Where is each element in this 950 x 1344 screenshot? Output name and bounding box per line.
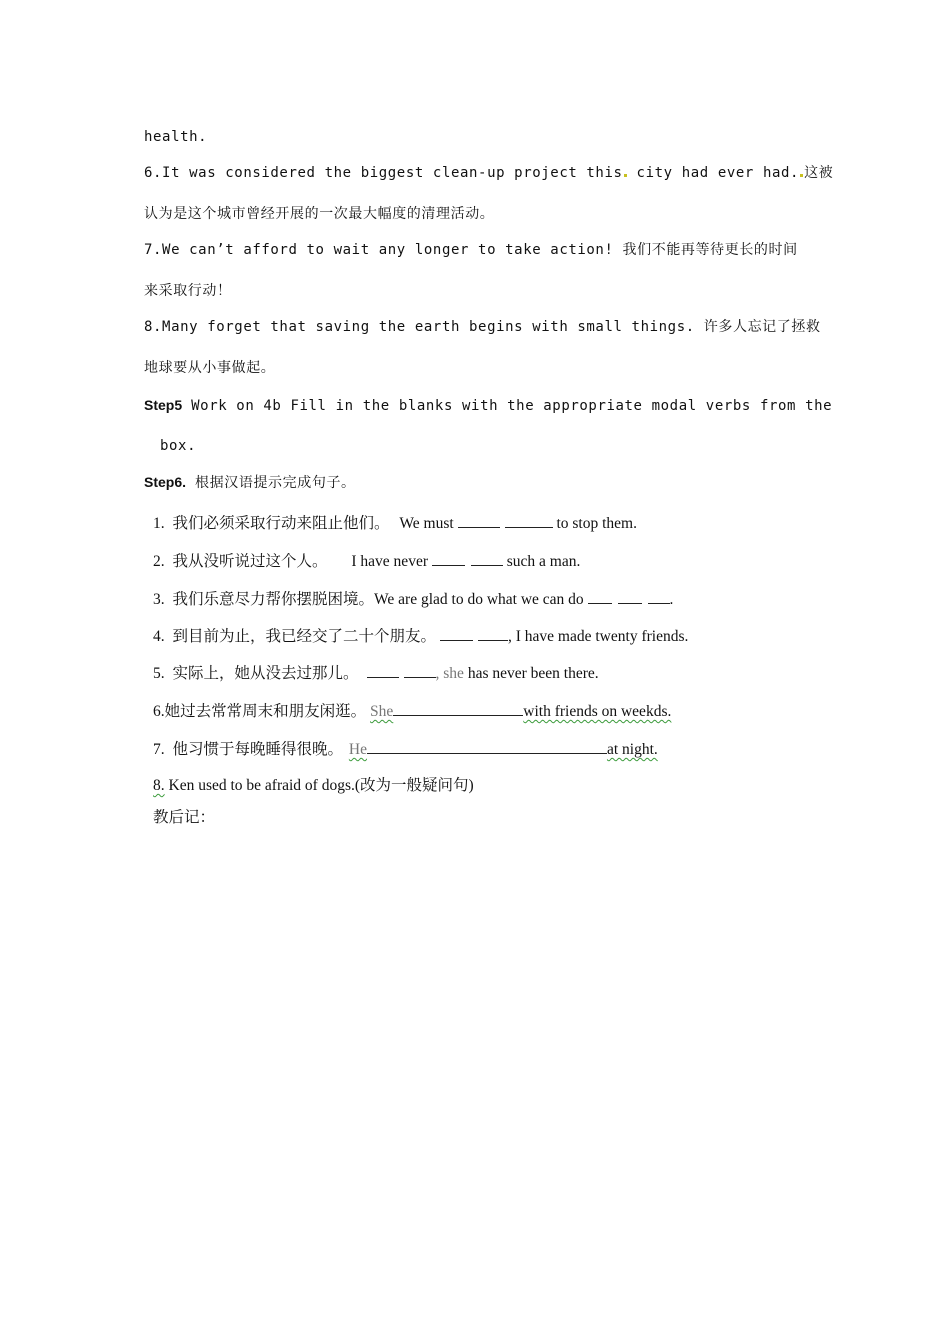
answer-blank[interactable]	[367, 739, 607, 754]
exercise-7	[153, 739, 658, 760]
answer-blank[interactable]	[505, 513, 553, 528]
exercise-6	[153, 701, 671, 722]
exercise-en-a: He	[348, 741, 367, 758]
sentence-6-zh-text: 认为是这个城市曾经开展的一次最大幅度的清理活动。	[144, 206, 495, 222]
exercise-en-grey: , she	[435, 665, 464, 682]
exercise-en-a: I have never	[351, 553, 432, 570]
sentence-6	[144, 163, 833, 183]
exercise-en-b: at night.	[606, 741, 658, 758]
reflection-label	[153, 808, 215, 828]
reflection-label-text: 教后记：	[153, 809, 216, 826]
exercise-text: Ken used to be afraid of dogs.(改为一般疑问句)	[168, 777, 474, 794]
step5-text: Work on 4b Fill in the blanks with the appropriate modal verbs from the	[182, 398, 833, 414]
answer-blank[interactable]	[432, 551, 465, 566]
exercise-number: 1.	[153, 515, 165, 532]
exercise-2	[153, 551, 580, 572]
answer-blank[interactable]	[648, 589, 670, 604]
exercise-en-a: We are glad to do what we can do	[374, 591, 588, 608]
sentence-8-zh-text: 地球要从小事做起。	[144, 360, 276, 376]
exercise-en-b: , I have made twenty friends.	[508, 628, 689, 645]
exercise-zh: 到目前为止，我已经交了二十个朋友。	[172, 628, 437, 645]
exercise-1	[153, 513, 637, 534]
exercise-en-b: to stop them.	[552, 515, 637, 532]
answer-blank[interactable]	[588, 589, 612, 604]
edit-mark-icon	[800, 174, 803, 177]
exercise-number: 7.	[153, 741, 165, 758]
sentence-8-zh	[144, 358, 275, 378]
exercise-zh: 我们必须采取行动来阻止他们。	[172, 515, 390, 532]
exercise-number: 3.	[153, 591, 165, 608]
sentence-6-en-b: city had ever had.	[627, 165, 800, 181]
sentence-7-zh-text: 来采取行动！	[144, 283, 232, 299]
exercise-3	[153, 589, 673, 610]
step6-text: 根据汉语提示完成句子。	[186, 475, 356, 491]
exercise-zh: 他习惯于每晚睡得很晚。	[172, 741, 344, 758]
intro-text: health.	[144, 129, 208, 145]
sentence-7-zh	[144, 281, 232, 301]
exercise-number: 8.	[153, 777, 165, 794]
exercise-en-b: with friends on weekds.	[523, 703, 672, 720]
answer-blank[interactable]	[393, 701, 523, 716]
sentence-8	[144, 317, 821, 337]
step6-label: Step6.	[144, 474, 187, 490]
exercise-zh: 我从没听说过这个人。	[172, 553, 328, 570]
exercise-zh: 她过去常常周末和朋友闲逛。	[164, 703, 367, 720]
exercise-number: 5.	[153, 665, 165, 682]
exercise-en-b: .	[669, 591, 674, 608]
exercise-number: 2.	[153, 553, 165, 570]
exercise-8	[153, 776, 474, 796]
answer-blank[interactable]	[478, 626, 508, 641]
exercise-en-b: such a man.	[502, 553, 581, 570]
step5	[144, 395, 832, 416]
exercise-5	[153, 663, 599, 684]
exercise-zh: 实际上，她从没去过那儿。	[172, 665, 359, 682]
sentence-7-zh-tail: 我们不能再等待更长的时间	[622, 242, 798, 258]
answer-blank[interactable]	[471, 551, 503, 566]
answer-blank[interactable]	[458, 513, 500, 528]
step5-continuation	[160, 436, 196, 456]
step6	[144, 472, 356, 493]
sentence-8-en: 8.Many forget that saving the earth begins with small things.	[144, 319, 704, 335]
exercise-4	[153, 626, 688, 647]
exercise-en-a: She	[370, 703, 394, 720]
sentence-6-zh-tail: 这被	[804, 165, 834, 181]
answer-blank[interactable]	[618, 589, 642, 604]
sentence-8-zh-tail: 许多人忘记了拯救	[703, 319, 821, 335]
answer-blank[interactable]	[440, 626, 473, 641]
intro-continuation	[144, 127, 207, 147]
answer-blank[interactable]	[404, 663, 436, 678]
sentence-6-zh	[144, 204, 494, 224]
step5-label: Step5	[144, 397, 183, 413]
answer-blank[interactable]	[367, 663, 399, 678]
sentence-7-en: 7.We can’t afford to wait any longer to take action!	[144, 242, 623, 258]
exercise-en-a: We must	[399, 515, 458, 532]
exercise-zh: 我们乐意尽力帮你摆脱困境。	[172, 591, 375, 608]
step5-text2: box.	[160, 438, 197, 454]
sentence-6-en-a: 6.It was considered the biggest clean-up project this	[144, 165, 623, 181]
exercise-number: 4.	[153, 628, 165, 645]
exercise-number: 6.	[153, 703, 165, 720]
exercise-en-b: has never been there.	[463, 665, 599, 682]
edit-mark-icon	[624, 174, 627, 177]
sentence-7	[144, 240, 798, 260]
